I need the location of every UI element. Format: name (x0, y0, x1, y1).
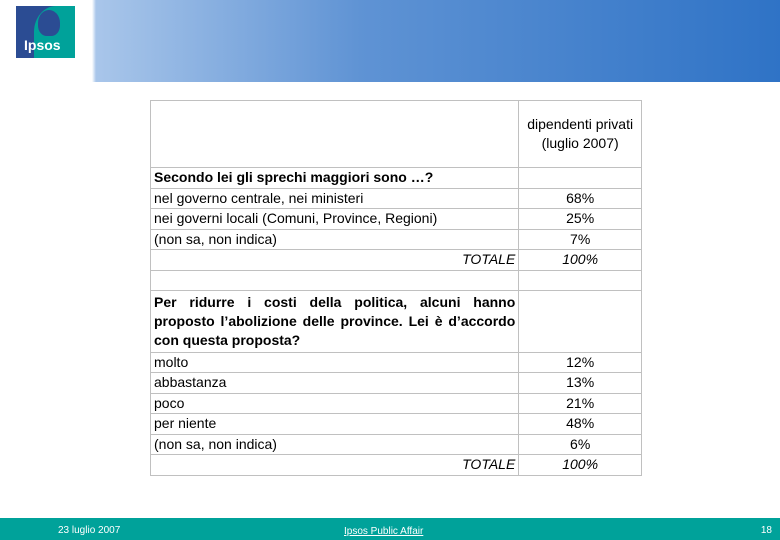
question-row (151, 168, 642, 189)
footer-bar (0, 518, 780, 540)
footer-date: 23 luglio 2007 (58, 525, 121, 536)
spacer-row (151, 270, 642, 290)
table-row (151, 229, 642, 250)
row-value: 25% (519, 209, 642, 230)
table-row (151, 393, 642, 414)
table-row (151, 414, 642, 435)
row-value: 21% (519, 393, 642, 414)
row-label: nel governo centrale, nei ministeri (151, 188, 519, 209)
header-band (0, 0, 780, 82)
total-row (151, 455, 642, 476)
table-row (151, 373, 642, 394)
footer-link[interactable]: Ipsos Public Affair (344, 526, 424, 537)
row-label: nei governi locali (Comuni, Province, Regioni) (151, 209, 519, 230)
question-row (151, 290, 642, 352)
spacer-cell (151, 270, 519, 290)
row-label: poco (151, 393, 519, 414)
table-row (151, 434, 642, 455)
table-header-row (151, 101, 642, 168)
row-value: 68% (519, 188, 642, 209)
row-value: 48% (519, 414, 642, 435)
row-value: 6% (519, 434, 642, 455)
logo-text: Ipsos (24, 37, 61, 53)
total-label: TOTALE (151, 250, 519, 271)
header-empty-cell (151, 101, 519, 168)
spacer-cell (519, 270, 642, 290)
table-row (151, 352, 642, 373)
ipsos-logo (16, 6, 75, 58)
total-value: 100% (519, 455, 642, 476)
survey-table (150, 100, 642, 476)
table-row (151, 188, 642, 209)
question-2-value-cell (519, 290, 642, 352)
row-label: (non sa, non indica) (151, 434, 519, 455)
question-1-value-cell (519, 168, 642, 189)
row-label: molto (151, 352, 519, 373)
row-value: 13% (519, 373, 642, 394)
question-1: Secondo lei gli sprechi maggiori sono …? (151, 168, 519, 189)
row-value: 7% (519, 229, 642, 250)
column-header: dipendenti privati (luglio 2007) (519, 101, 642, 168)
logo-head-icon (38, 10, 60, 36)
question-2: Per ridurre i costi della politica, alcuni hanno proposto l’abolizione delle province. Lei è d’accordo con questa proposta? (151, 290, 519, 352)
page-number: 18 (760, 525, 772, 536)
row-label: per niente (151, 414, 519, 435)
total-label: TOTALE (151, 455, 519, 476)
row-value: 12% (519, 352, 642, 373)
row-label: abbastanza (151, 373, 519, 394)
table-row (151, 209, 642, 230)
total-row (151, 250, 642, 271)
total-value: 100% (519, 250, 642, 271)
row-label: (non sa, non indica) (151, 229, 519, 250)
